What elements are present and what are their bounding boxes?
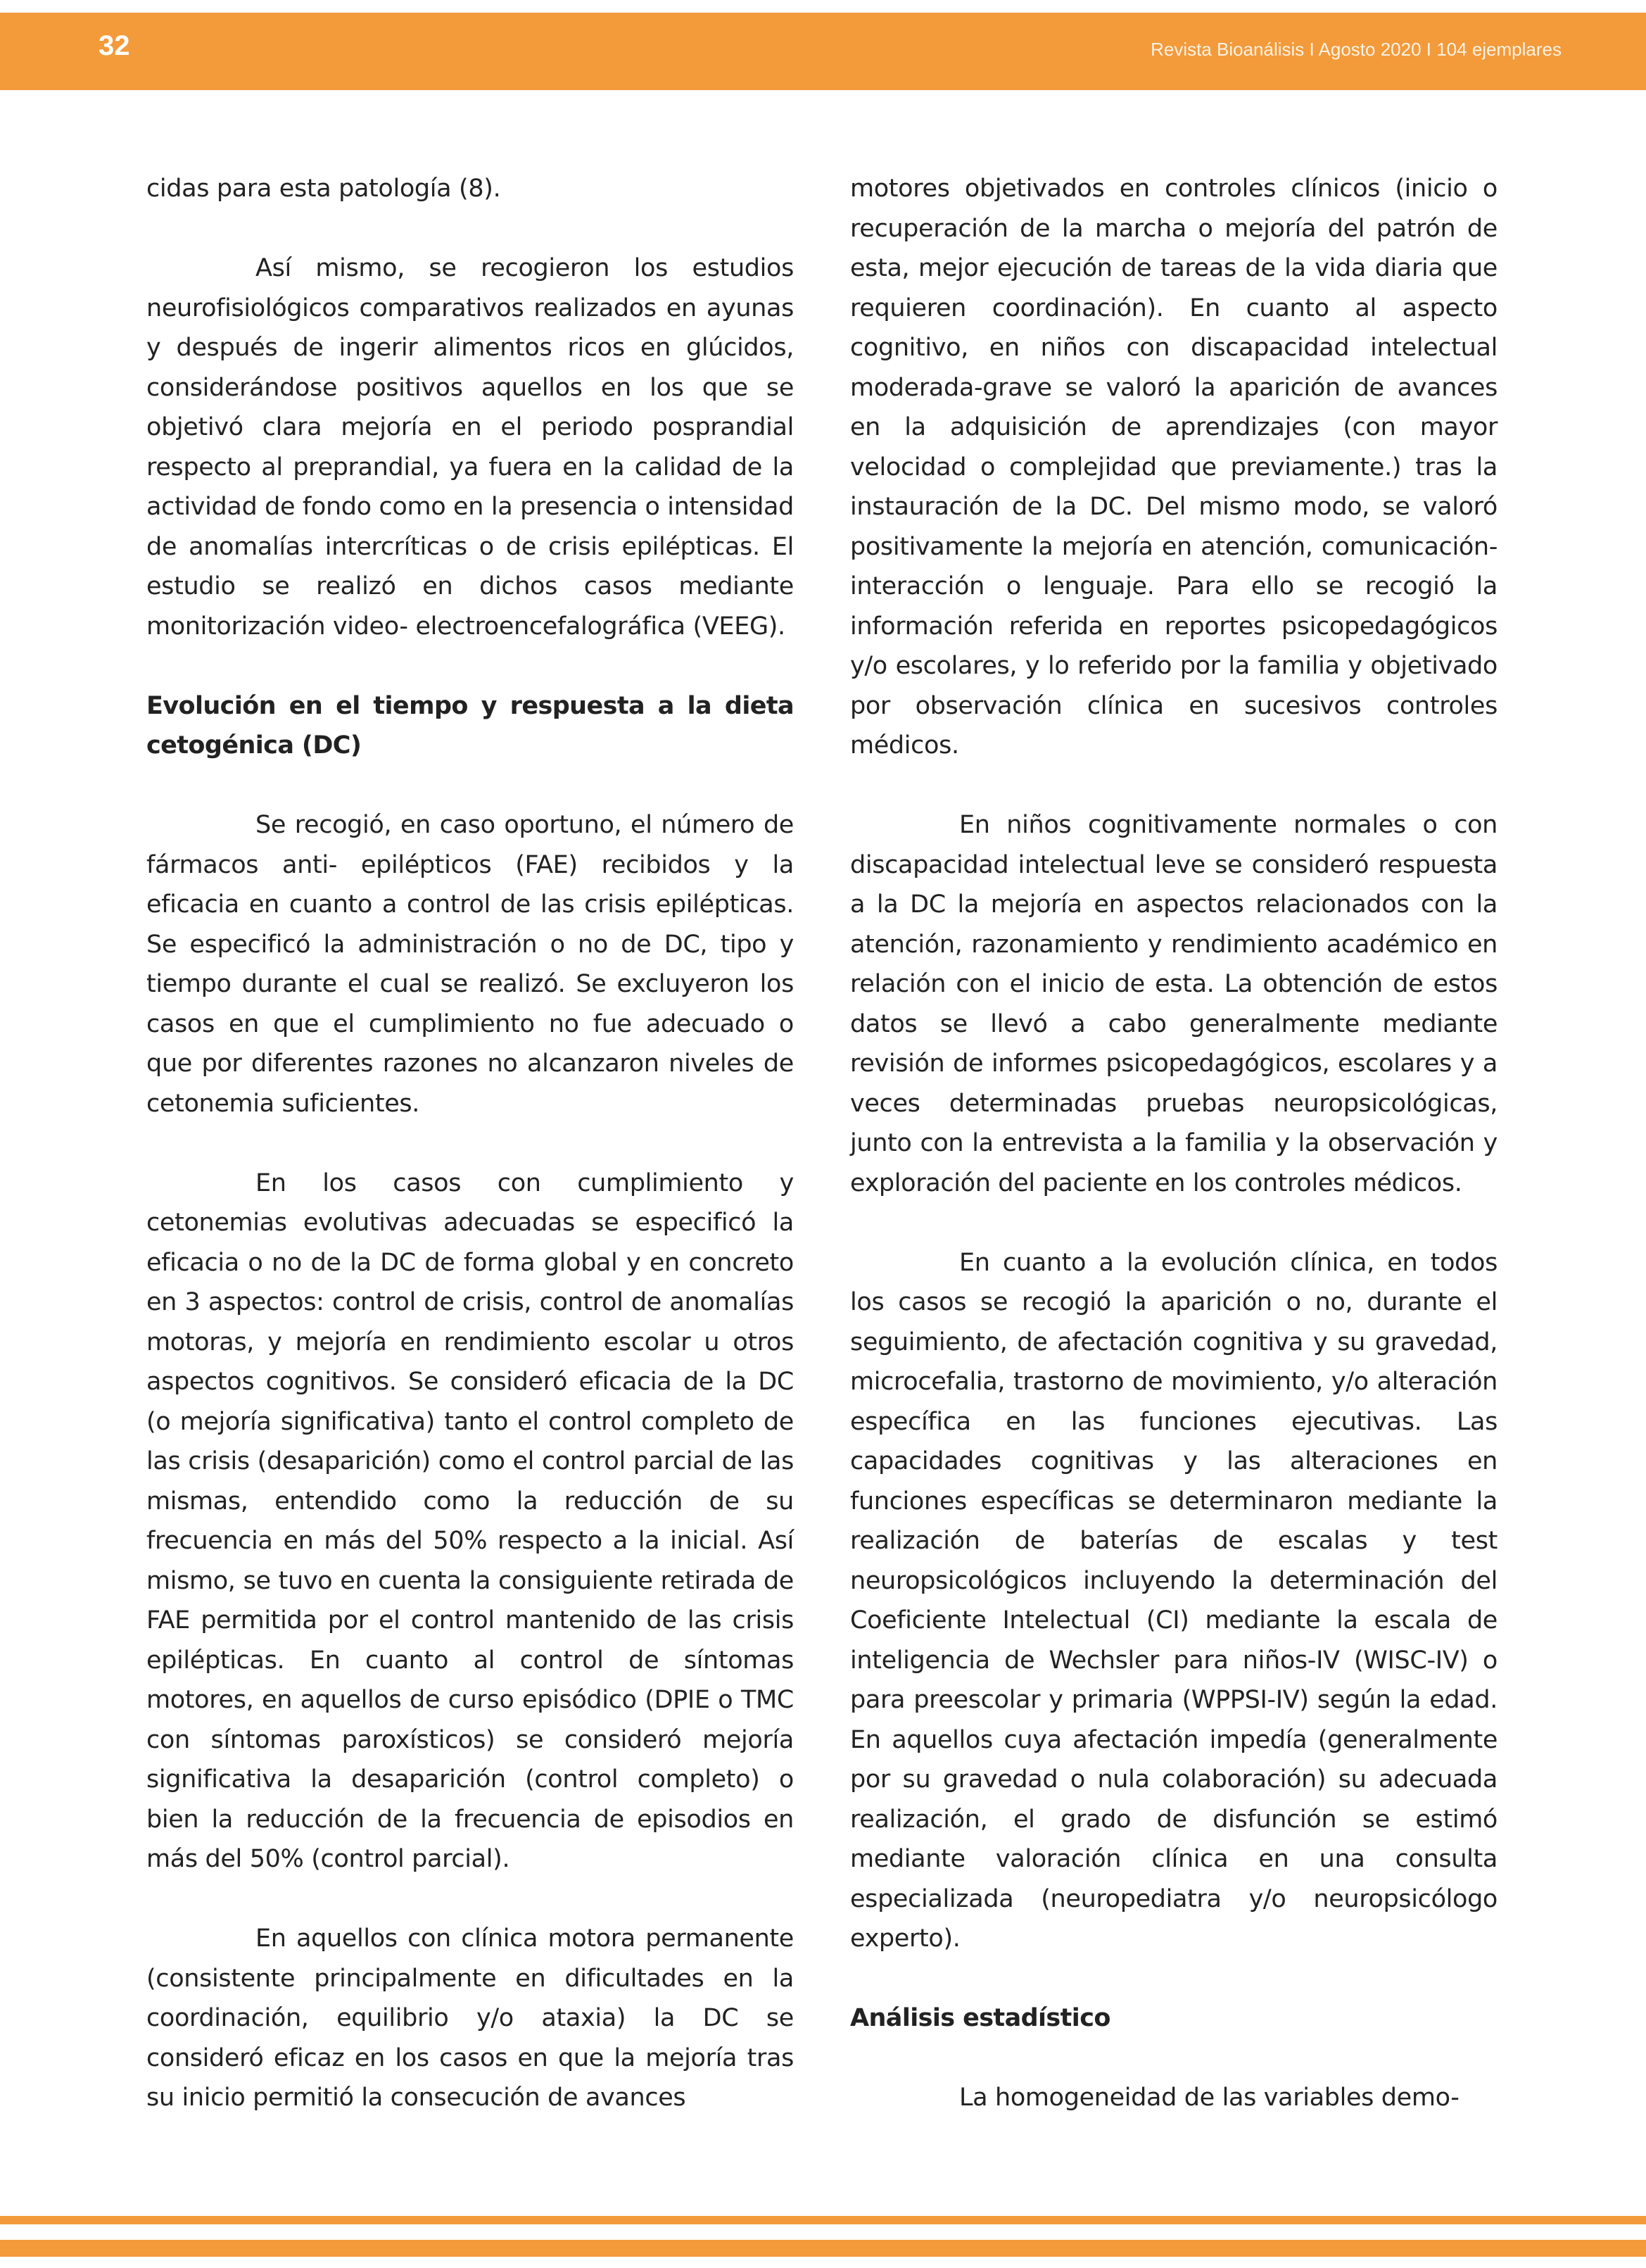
paragraph: En cuanto a la evolución clínica, en todos los casos se recogió la aparición o no, durante el seguimiento, de afectación cognitiva y su gravedad, microcefalia, trastorno de movimiento, y/o alteración específica en las funciones ejecutivas. Las capacidades cognitivas y las alteraciones en funciones específicas se determinaron mediante la realización de baterías de escalas y test neuropsicológicos incluyendo la determinación del Coeficiente Intelectual (CI) mediante la escala de inteligencia de Wechsler para niños-IV (WISC-IV) o para preescolar y primaria (WPPSI-IV) según la edad. En aquellos cuya afectación impedía (generalmente por su gravedad o nula colaboración) su adecuada realización, el grado de disfunción se estimó mediante valoración clínica en una consulta especializada (neuropediatra y/o neuropsicólogo experto). (850, 1248, 1498, 1953)
left-column (146, 169, 794, 2118)
section-heading: Evolución en el tiempo y respuesta a la dieta cetogénica (DC) (146, 691, 794, 760)
paragraph: En los casos con cumplimiento y cetonemias evolutivas adecuadas se especificó la eficacia o no de la DC de forma global y en concreto en 3 aspectos: control de crisis, control de anomalías motoras, y mejoría en rendimiento escolar u otros aspectos cognitivos. Se consideró eficacia de la DC (o mejoría significativa) tanto el control completo de las crisis (desaparición) como el control parcial de las mismas, entendido como la reducción de su frecuencia en más del 50% respecto a la inicial. Así mismo, se tuvo en cuenta la consiguiente retirada de FAE permitida por el control mantenido de las crisis epilépticas. En cuanto al control de síntomas motores, en aquellos de curso episódico (DPIE o TMC con síntomas paroxísticos) se consideró mejoría significativa la desaparición (control completo) o bien la reducción de la frecuencia de episodios en más del 50% (control parcial). (146, 1168, 794, 1873)
paragraph: cidas para esta patología (8). (146, 175, 501, 203)
footer-line (0, 2240, 1646, 2257)
paragraph: Así mismo, se recogieron los estudios neurofisiológicos comparativos realizados en ayunas y después de ingerir alimentos ricos en glúcidos, considerándose positivos aquellos en los que se objetivó clara mejoría en el periodo posprandial respecto al preprandial, ya fuera en la calidad de la actividad de fondo como en la presencia o intensidad de anomalías intercríticas o de crisis epilépticas. El estudio se realizó en dichos casos mediante monitorización video- electroencefalográfica (VEEG). (146, 254, 794, 641)
paragraph: motores objetivados en controles clínicos (inicio o recuperación de la marcha o mejoría del patrón de esta, mejor ejecución de tareas de la vida diaria que requieren coordinación). En cuanto al aspecto cognitivo, en niños con discapacidad intelectual moderada-grave se valoró la aparición de avances en la adquisición de aprendizajes (con mayor velocidad o complejidad que previamente.) tras la instauración de la DC. Del mismo modo, se valoró positivamente la mejoría en atención, comunicación-interacción o lenguaje. Para ello se recogió la información referida en reportes psicopedagógicos y/o escolares, y lo referido por la familia y objetivado por observación clínica en sucesivos controles médicos. (850, 175, 1498, 760)
page-number: 32 (99, 30, 130, 61)
footer-line (0, 2216, 1646, 2224)
paragraph: En niños cognitivamente normales o con discapacidad intelectual leve se consideró respuesta a la DC la mejoría en aspectos relacionados con la atención, razonamiento y rendimiento académico en relación con el inicio de esta. La obtención de estos datos se llevó a cabo generalmente mediante revisión de informes psicopedagógicos, escolares y a veces determinadas pruebas neuropsicológicas, junto con la entrevista a la familia y la observación y exploración del paciente en los controles médicos. (850, 811, 1498, 1197)
section-heading: Análisis estadístico (850, 2004, 1110, 2032)
paragraph: La homogeneidad de las variables demo- (959, 2084, 1460, 2112)
paragraph: En aquellos con clínica motora permanente (consistente principalmente en dificultades en la coordinación, equilibrio y/o ataxia) la DC se consideró eficaz en los casos en que la mejoría tras su inicio permitió la consecución de avances (146, 1924, 794, 2112)
right-column (850, 169, 1498, 2118)
running-head: Revista Bioanálisis I Agosto 2020 I 104 ejemplares (1151, 39, 1562, 60)
paragraph: Se recogió, en caso oportuno, el número de fármacos anti- epilépticos (FAE) recibidos y la eficacia en cuanto a control de las crisis epilépticas. Se especificó la administración o no de DC, tipo y tiempo durante el cual se realizó. Se excluyeron los casos en que el cumplimiento no fue adecuado o que por diferentes razones no alcanzaron niveles de cetonemia suficientes. (146, 811, 794, 1118)
